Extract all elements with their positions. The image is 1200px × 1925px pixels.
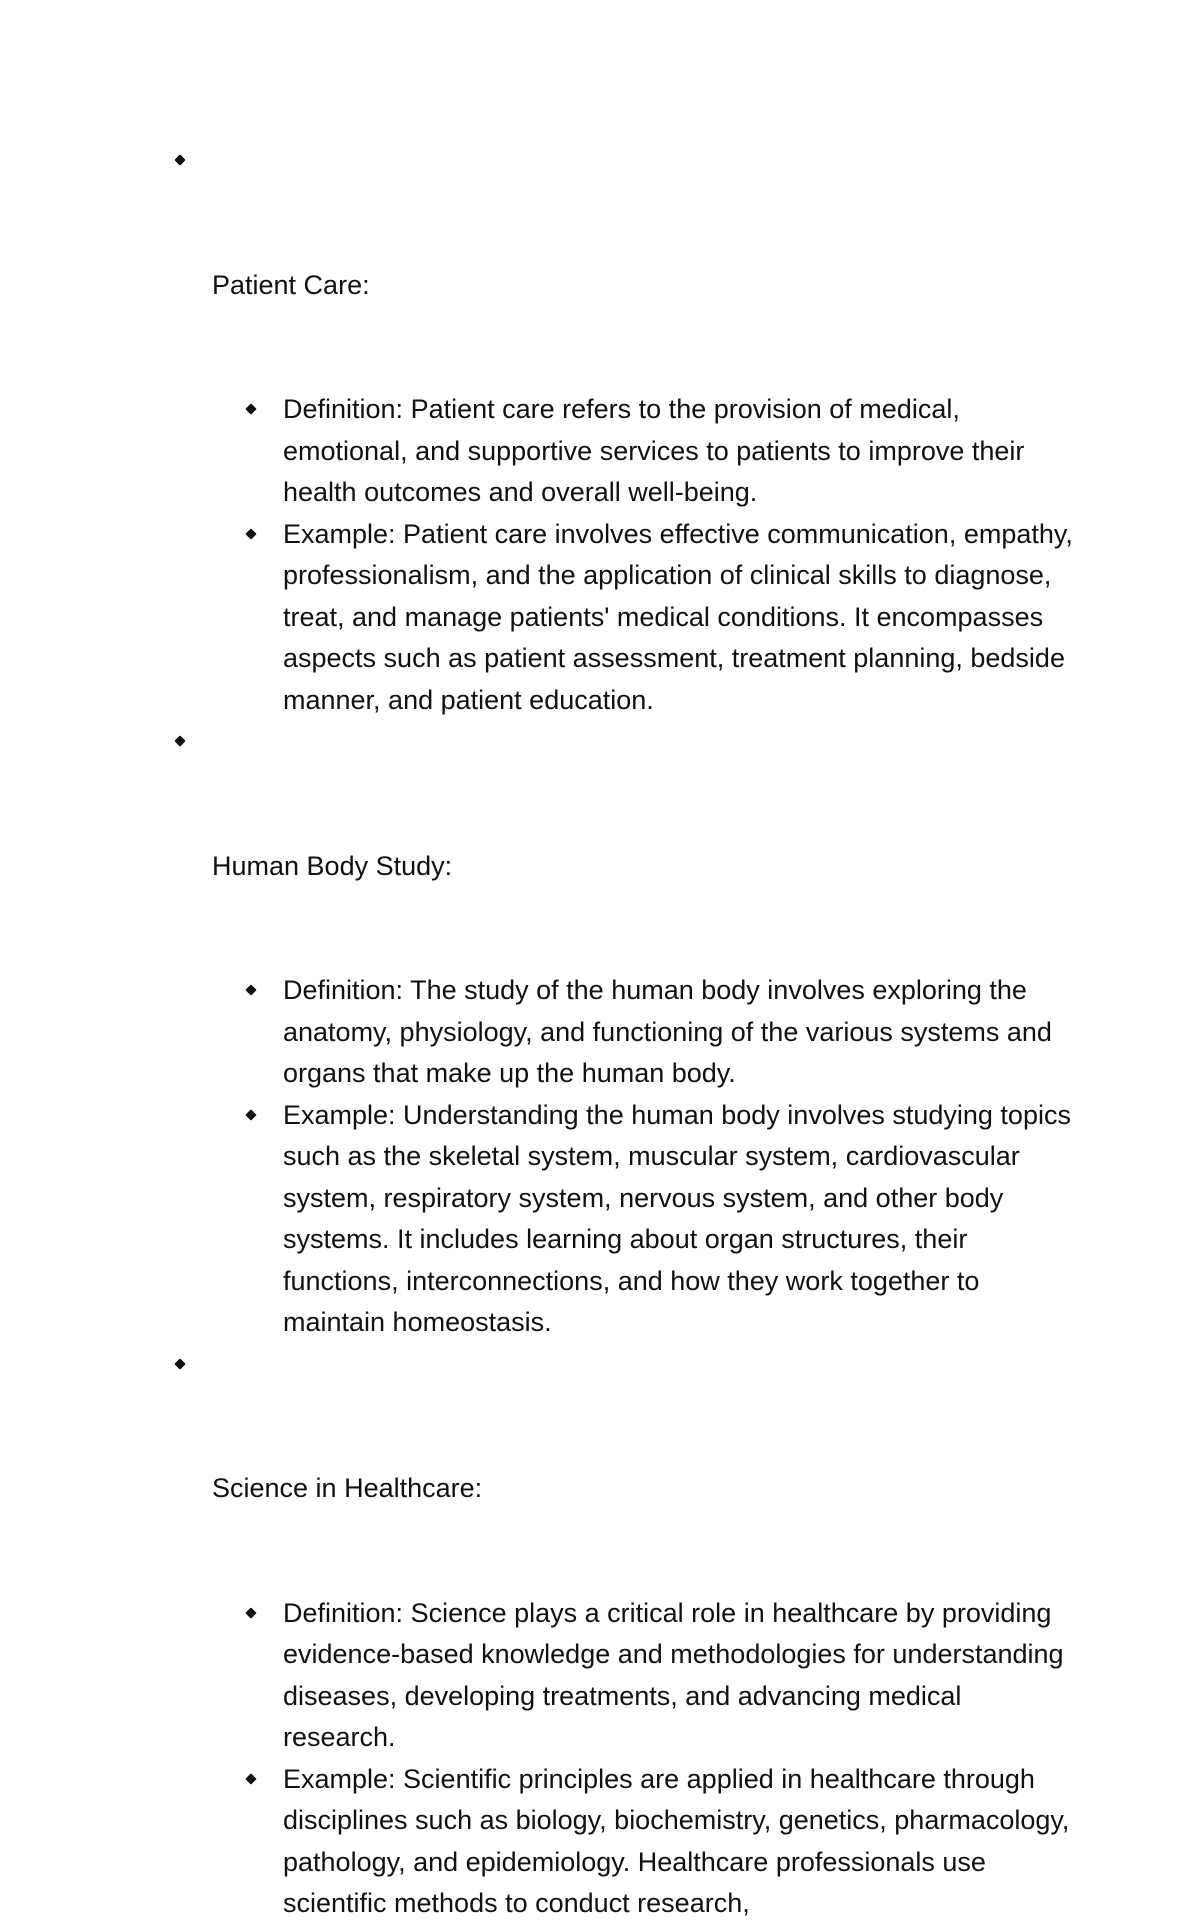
list-item — [283, 1759, 1073, 1925]
list-item — [283, 1593, 1073, 1759]
example-text: Example: Patient care involves effective communication, empathy, professionalism, and the application of clinical skills to diagnose, treat, and manage patients' medical conditions. It encompasses aspects such as patient assessment, treatment planning, bedside manner, and patient education. — [283, 518, 1073, 715]
section-human-body-study — [0, 721, 1200, 1344]
section-heading: Human Body Study: — [212, 850, 453, 881]
section-heading: Science in Healthcare: — [212, 1473, 483, 1503]
bullet-icon — [245, 403, 256, 414]
bullet-icon — [174, 1358, 185, 1369]
list-item — [0, 721, 1200, 970]
definition-text: Definition: Science plays a critical role in healthcare by providing evidence-based knowledge and methodologies for understanding diseases, developing treatments, and advancing medical research. — [283, 1597, 1064, 1752]
definition-text: Definition: The study of the human body involves exploring the anatomy, physiology, and functioning of the various systems and organs that make up the human body. — [283, 975, 1052, 1088]
section-science-in-healthcare — [0, 1344, 1200, 1925]
bullet-icon — [245, 1607, 256, 1618]
list-item — [283, 389, 1073, 514]
example-text: Example: Understanding the human body involves studying topics such as the skeletal system, muscular system, cardiovascular system, respiratory system, nervous system, and other body systems. It includes learning about organ structures, their functions, interconnections, and how they work together to maintain homeostasis. — [283, 1099, 1071, 1337]
section-heading: Patient Care: — [212, 269, 370, 300]
definition-text: Definition: Patient care refers to the provision of medical, emotional, and supportive services to patients to improve their health outcomes and overall well-being. — [283, 394, 1025, 507]
list-item — [283, 1095, 1073, 1344]
section-patient-care — [0, 140, 1200, 721]
bullet-icon — [174, 735, 185, 746]
bullet-list — [0, 140, 1200, 1925]
bullet-icon — [245, 984, 256, 995]
list-item — [283, 970, 1073, 1095]
bullet-icon — [245, 1109, 256, 1120]
bullet-icon — [245, 1773, 256, 1784]
list-item — [0, 1344, 1200, 1593]
bullet-icon — [245, 528, 256, 539]
example-text: Example: Scientific principles are applied in healthcare through disciplines such as biology, biochemistry, genetics, pharmacology, pathology, and epidemiology. Healthcare professionals use scientific methods to conduct research, — [283, 1763, 1070, 1918]
list-item — [283, 514, 1073, 722]
list-item — [0, 140, 1200, 389]
bullet-icon — [174, 154, 185, 165]
